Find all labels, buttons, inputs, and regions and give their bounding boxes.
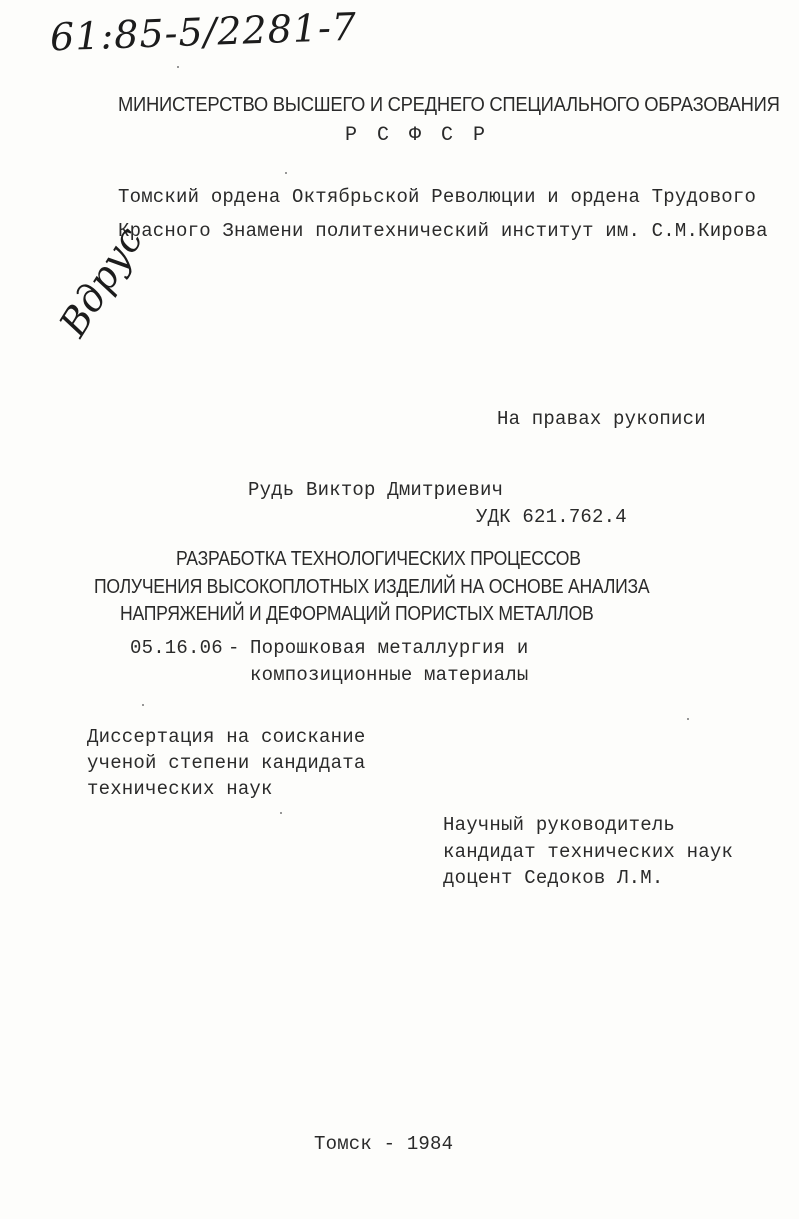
- scan-speck: [142, 704, 144, 706]
- thesis-title-line-3: НАПРЯЖЕНИЙ И ДЕФОРМАЦИЙ ПОРИСТЫХ МЕТАЛЛОВ: [120, 603, 594, 625]
- republic-heading: Р С Ф С Р: [345, 124, 490, 147]
- rights-notice: На правах рукописи: [497, 408, 706, 430]
- dissertation-line-3: технических наук: [87, 778, 273, 800]
- institute-line-1: Томский ордена Октябрьской Революции и ордена Трудового: [118, 186, 757, 208]
- author-name: Рудь Виктор Дмитриевич: [248, 479, 504, 501]
- handwritten-signature: Вдрус: [50, 219, 152, 344]
- supervisor-line-3: доцент Седоков Л.М.: [443, 867, 664, 889]
- institute-line-2: Красного Знамени политехнический институт им. С.М.Кирова: [118, 220, 768, 242]
- specialty-line-2: композиционные материалы: [250, 664, 529, 686]
- specialty-dash: -: [228, 637, 240, 659]
- scan-speck: [285, 172, 287, 174]
- thesis-title-line-1: РАЗРАБОТКА ТЕХНОЛОГИЧЕСКИХ ПРОЦЕССОВ: [176, 548, 581, 570]
- city-year: Томск - 1984: [314, 1133, 454, 1155]
- dissertation-line-1: Диссертация на соискание: [87, 726, 366, 748]
- scan-speck: [280, 812, 282, 814]
- scan-speck: [687, 718, 689, 720]
- udc-code: УДК 621.762.4: [476, 506, 627, 528]
- specialty-line-1: Порошковая металлургия и: [250, 637, 529, 659]
- supervisor-line-1: Научный руководитель: [443, 814, 676, 836]
- archive-code: 61:85-5/2281-7: [49, 4, 358, 60]
- specialty-code: 05.16.06: [130, 637, 223, 659]
- thesis-title-line-2: ПОЛУЧЕНИЯ ВЫСОКОПЛОТНЫХ ИЗДЕЛИЙ НА ОСНОВЕ АНАЛИЗА: [94, 576, 650, 598]
- scan-speck: [177, 66, 179, 68]
- dissertation-line-2: ученой степени кандидата: [87, 752, 366, 774]
- supervisor-line-2: кандидат технических наук: [443, 841, 734, 863]
- ministry-heading: МИНИСТЕРСТВО ВЫСШЕГО И СРЕДНЕГО СПЕЦИАЛЬНОГО ОБРАЗОВАНИЯ: [118, 94, 780, 116]
